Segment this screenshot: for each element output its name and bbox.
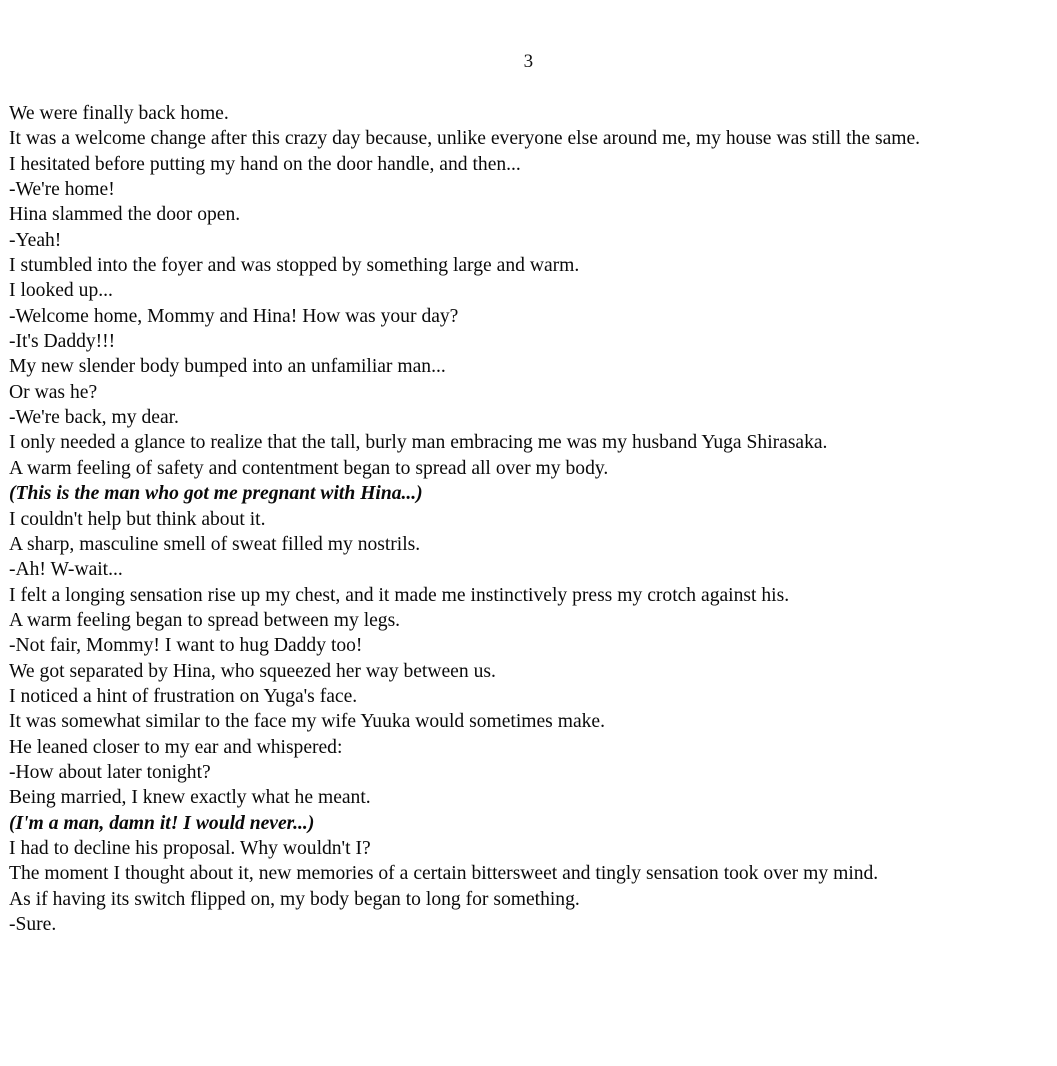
text-line: I stumbled into the foyer and was stopped by something large and warm. — [9, 255, 580, 277]
text-line: Hina slammed the door open. — [9, 204, 241, 226]
text-line: A sharp, masculine smell of sweat filled my nostrils. — [9, 533, 421, 555]
text-line: My new slender body bumped into an unfamiliar man... — [9, 356, 446, 378]
text-line: -How about later tonight? — [9, 761, 211, 783]
text-line: I hesitated before putting my hand on the door handle, and then... — [9, 153, 521, 175]
text-line: I looked up... — [9, 280, 113, 302]
text-line: It was a welcome change after this crazy day because, unlike everyone else around me, my house was still the same. — [9, 128, 921, 150]
text-line: It was somewhat similar to the face my wife Yuuka would sometimes make. — [9, 711, 605, 733]
text-line: He leaned closer to my ear and whispered: — [9, 736, 343, 758]
text-line: I had to decline his proposal. Why wouldn't I? — [9, 837, 371, 859]
body-text-block — [9, 101, 1055, 937]
text-line: -Ah! W-wait... — [9, 559, 123, 581]
text-line: We were finally back home. — [9, 103, 229, 124]
text-line: We got separated by Hina, who squeezed her way between us. — [9, 660, 496, 682]
text-line: I only needed a glance to realize that the tall, burly man embracing me was my husband Yuga Shirasaka. — [9, 432, 828, 454]
text-line: A warm feeling of safety and contentment began to spread all over my body. — [9, 457, 609, 479]
inner-monologue-line: (This is the man who got me pregnant with Hina...) — [9, 483, 423, 505]
text-line: As if having its switch flipped on, my body began to long for something. — [9, 888, 580, 910]
page-header — [0, 52, 1057, 71]
text-line: -Yeah! — [9, 229, 62, 251]
text-line: I noticed a hint of frustration on Yuga's face. — [9, 685, 358, 707]
text-line: Being married, I knew exactly what he meant. — [9, 787, 371, 809]
text-line: I couldn't help but think about it. — [9, 508, 266, 530]
page-number: 3 — [523, 51, 534, 72]
text-line: -We're back, my dear. — [9, 407, 179, 429]
text-line: The moment I thought about it, new memories of a certain bittersweet and tingly sensation took over my mind. — [9, 863, 879, 885]
inner-monologue-line: (I'm a man, damn it! I would never...) — [9, 812, 315, 834]
text-line: Or was he? — [9, 381, 98, 403]
text-line: I felt a longing sensation rise up my chest, and it made me instinctively press my crotch against his. — [9, 584, 790, 606]
text-line: -We're home! — [9, 179, 115, 201]
text-line: -Welcome home, Mommy and Hina! How was your day? — [9, 305, 459, 327]
text-line: -It's Daddy!!! — [9, 331, 116, 353]
text-line: -Not fair, Mommy! I want to hug Daddy too! — [9, 635, 363, 657]
text-line: -Sure. — [9, 914, 57, 935]
text-line: A warm feeling began to spread between my legs. — [9, 609, 401, 631]
